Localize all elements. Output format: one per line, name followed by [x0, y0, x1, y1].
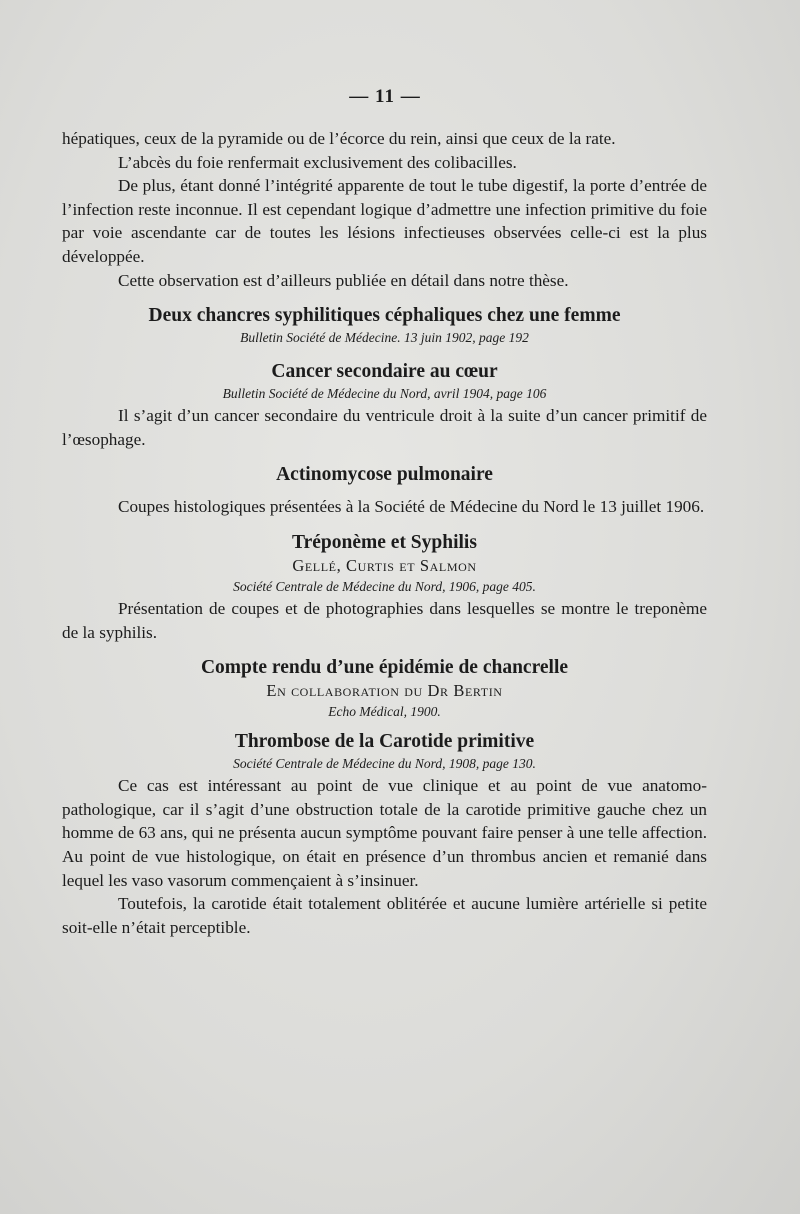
section-authors: En collaboration du Dr Bertin	[266, 681, 503, 701]
page-content	[62, 127, 707, 939]
paragraph: Cette observation est d’ailleurs publiée en détail dans notre thèse.	[118, 270, 569, 290]
paragraph: Il s’agit d’un cancer secondaire du ventricule droit à la suite d’un cancer primitif de l’œsophage.	[62, 406, 707, 449]
page-number: — 11 —	[349, 86, 421, 107]
section-title: Cancer secondaire au cœur	[271, 361, 498, 383]
paragraph: Coupes histologiques présentées à la Société de Médecine du Nord le 13 juillet 1906.	[118, 497, 705, 517]
section-title: Tréponème et Syphilis	[292, 531, 477, 553]
paragraph: L’abcès du foie renfermait exclusivement des colibacilles.	[118, 152, 517, 172]
section-title: Deux chancres syphilitiques céphaliques chez une femme	[148, 305, 621, 327]
section-source: Société Centrale de Médecine du Nord, 1908, page 130.	[233, 756, 536, 772]
section-title: Compte rendu d’une épidémie de chancrelle	[200, 657, 569, 679]
section-authors: Gellé, Curtis et Salmon	[292, 555, 477, 575]
section-title: Thrombose de la Carotide primitive	[234, 731, 535, 753]
paragraph: hépatiques, ceux de la pyramide ou de l’écorce du rein, ainsi que ceux de la rate.	[62, 129, 616, 148]
section-source: Bulletin Société de Médecine du Nord, avril 1904, page 106	[222, 386, 547, 402]
section-title: Actinomycose pulmonaire	[276, 464, 493, 486]
paragraph: Toutefois, la carotide était totalement oblitérée et aucune lumière artérielle si petite soit-elle n’était perceptible.	[62, 894, 707, 937]
paragraph: Ce cas est intéressant au point de vue clinique et au point de vue anatomo-pathologique, car il s’agit d’une obstruction totale de la carotide primitive gauche chez un homme de 63 ans, qui ne présenta aucun symptôme pouvant faire penser à une telle affection. Au point de vue histologique, on était en présence d’un thrombus ancien et remanié dans lequel les vaso vasorum commençaient à s’insinuer.	[62, 776, 707, 890]
section-source: Société Centrale de Médecine du Nord, 1906, page 405.	[233, 578, 536, 594]
paragraph: De plus, étant donné l’intégrité apparente de tout le tube digestif, la porte d’entrée de l’infection reste inconnue. Il est cependant logique d’admettre une infection primitive du foie par voie ascendante car de toutes les lésions infectieuses observées celle-ci est la plus développée.	[62, 176, 707, 266]
section-source: Bulletin Société de Médecine. 13 juin 1902, page 192	[240, 330, 529, 346]
section-source: Echo Médical, 1900.	[328, 704, 441, 720]
paragraph: Présentation de coupes et de photographies dans lesquelles se montre le treponème de la syphilis.	[62, 598, 707, 642]
